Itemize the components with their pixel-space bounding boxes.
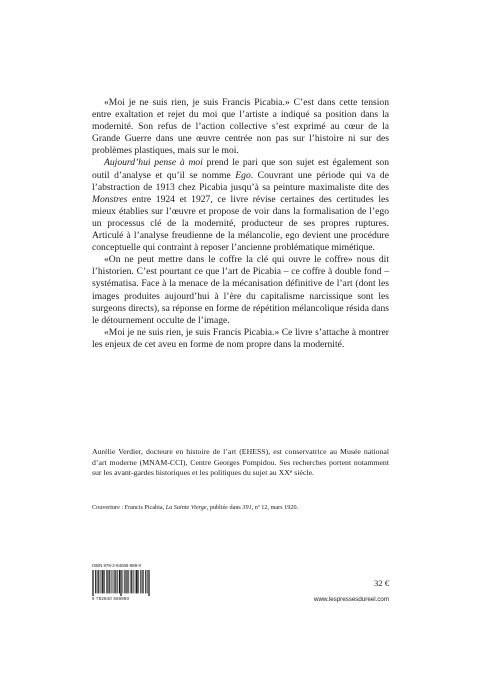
barcode-bar bbox=[95, 570, 96, 593]
barcode-bar bbox=[119, 570, 120, 593]
barcode-bar bbox=[142, 570, 143, 593]
barcode-bar bbox=[115, 570, 116, 593]
barcode bbox=[92, 570, 150, 596]
barcode-bar bbox=[106, 570, 107, 593]
barcode-bar bbox=[120, 570, 121, 596]
barcode-bar bbox=[131, 570, 132, 593]
barcode-bar bbox=[148, 570, 149, 596]
author-bio: Aurélie Verdier, docteure en histoire de l’art (EHESS), est conservatrice au Musée national d’art moderne (MNAM-CCI), Centre Georges Pompidou. Ses recherches portent notamment sur les avant-gardes historiques et les politiques du sujet au XXe siècle. bbox=[92, 447, 389, 478]
blurb-paragraph-2: Aujourd’hui pense à moi prend le pari que son sujet est également son outil d’analyse et qu’il se nomme Ego. Couvrant une période qui va de l’abstraction de 1913 chez Picabia jusqu’à sa peinture maximaliste dite des Monstres entre 1924 et 1927, ce livre révise certaines des certitudes les mieux établies sur l’œuvre et propose de voir dans la formalisation de l’ego un processus clé de la modernité, producteur de ses propres ruptures. Articulé à l’analyse freudienne de la mélancolie, ego devient une procédure conceptuelle qui contraint à reposer l’ancienne problématique mimétique. bbox=[92, 157, 389, 254]
barcode-bar bbox=[96, 570, 97, 593]
price: 32 € bbox=[373, 578, 389, 588]
barcode-digits: 9 782840 669890 bbox=[92, 596, 130, 601]
barcode-bar bbox=[145, 570, 146, 593]
barcode-bar bbox=[112, 570, 113, 593]
barcode-bar bbox=[128, 570, 129, 593]
barcode-bar bbox=[132, 570, 133, 593]
ego-term: Ego bbox=[235, 169, 251, 181]
barcode-bar bbox=[121, 570, 122, 596]
barcode-bar bbox=[133, 570, 134, 593]
blurb-paragraph-1: «Moi je ne suis rien, je suis Francis Picabia.» C’est dans cette tension entre exaltation et rejet du moi que l’artiste a indiqué sa position dans la modernité. Son refus de l’action collective s’est exprimé au cœur de la Grande Guerre dans une œuvre centrée non pas sur l’histoire ni sur des problèmes plastiques, mais sur le moi. bbox=[92, 97, 389, 157]
barcode-bar bbox=[136, 570, 137, 593]
barcode-bar bbox=[93, 570, 94, 596]
barcode-bar bbox=[137, 570, 138, 593]
monstres-term: Monstres bbox=[92, 193, 128, 205]
barcode-bar bbox=[125, 570, 126, 593]
barcode-bar bbox=[117, 570, 118, 593]
barcode-bar bbox=[143, 570, 144, 593]
barcode-bar bbox=[104, 570, 105, 593]
publisher-website: www.lespressesdureel.com bbox=[314, 596, 389, 603]
barcode-bar bbox=[123, 570, 124, 593]
barcode-bar bbox=[99, 570, 100, 593]
back-cover-blurb bbox=[92, 97, 389, 351]
barcode-bar bbox=[137, 570, 138, 593]
cover-credit: Couverture : Francis Picabia, La Sainte Vierge, publiée dans 391, nº 12, mars 1920. bbox=[92, 504, 299, 511]
barcode-bar bbox=[119, 570, 120, 593]
barcode-bar bbox=[114, 570, 115, 593]
barcode-bar bbox=[146, 570, 147, 593]
isbn-label: ISBN 978-2-84066-989-0 bbox=[92, 563, 142, 568]
barcode-bar bbox=[116, 570, 117, 593]
barcode-bar bbox=[102, 570, 103, 593]
barcode-bar bbox=[113, 570, 114, 593]
barcode-bar bbox=[101, 570, 102, 593]
barcode-bar bbox=[92, 570, 93, 596]
barcode-bar bbox=[126, 570, 127, 593]
barcode-bar bbox=[135, 570, 136, 593]
barcode-bar bbox=[107, 570, 108, 593]
barcode-bar bbox=[147, 570, 148, 593]
barcode-bar bbox=[108, 570, 109, 593]
barcode-bar bbox=[141, 570, 142, 593]
isbn-barcode-block bbox=[92, 563, 152, 601]
barcode-bar bbox=[103, 570, 104, 593]
blurb-paragraph-4: «Moi je ne suis rien, je suis Francis Picabia.» Ce livre s’attache à montrer les enjeux de cet aveu en forme de nom propre dans la modernité. bbox=[92, 326, 389, 350]
book-title: Aujourd’hui pense à moi bbox=[104, 157, 203, 169]
barcode-bar bbox=[124, 570, 125, 593]
barcode-bar bbox=[140, 570, 141, 593]
barcode-bar bbox=[138, 570, 139, 593]
barcode-bar bbox=[149, 570, 150, 596]
blurb-paragraph-3: «On ne peut mettre dans le coffre la clé qui ouvre le coffre» nous dit l’historien. C’est pourtant ce que l’art de Picabia – ce coffre à double fond – systématisa. Face à la menace de la mécanisation définitive de l’art (dont les images produites aujourd’hui à l’ère du capitalisme narcissique sont les surgeons directs), sa réponse en forme de répétition mélancolique résida dans le détournement occulte de l’image. bbox=[92, 254, 389, 326]
barcode-bar bbox=[130, 570, 131, 593]
barcode-bar bbox=[127, 570, 128, 593]
barcode-bar bbox=[98, 570, 99, 593]
barcode-bar bbox=[110, 570, 111, 593]
barcode-bar bbox=[97, 570, 98, 593]
barcode-bar bbox=[109, 570, 110, 593]
barcode-bar bbox=[102, 570, 103, 593]
